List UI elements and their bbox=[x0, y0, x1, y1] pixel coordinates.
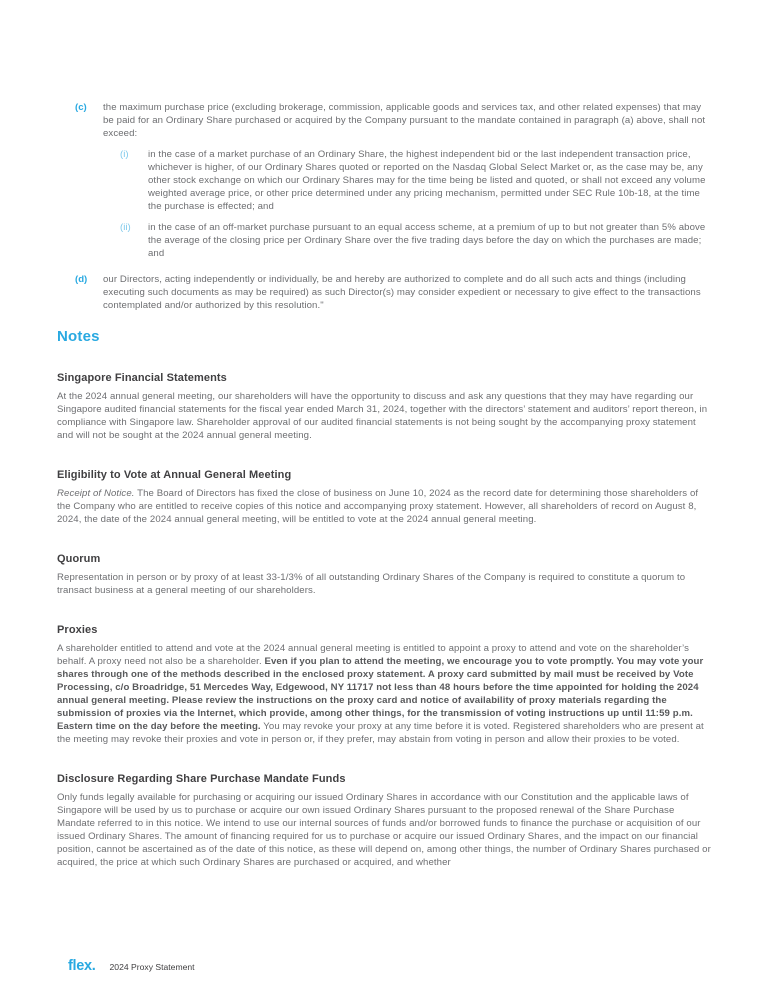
section-disclosure-share-purchase bbox=[57, 772, 711, 869]
list-item-d bbox=[75, 273, 711, 312]
list-item-i bbox=[120, 148, 711, 213]
list-item-d-body bbox=[103, 273, 711, 312]
section-proxies bbox=[57, 623, 711, 746]
section-body-disclosure: Only funds legally available for purchasing or acquiring our issued Ordinary Shares in accordance with our Constitution and the applicable laws of Singapore will be used by us to purchase or acquire our own issued Ordinary Shares pursuant to the proposed renewal of the Share Purchase Mandate referred to in this notice. We intend to use our internal sources of funds and/or borrowed funds to finance the purchase or acquisition of our issued Ordinary Shares. The amount of financing required for us to purchase or acquire our issued Ordinary Shares, and the impact on our financial position, cannot be ascertained as of the date of this notice, as these will depend on, among other things, the number of Ordinary Shares purchased or acquired, the price at which such Ordinary Shares are purchased or acquired, and whether bbox=[57, 792, 711, 868]
list-item-c-label: (c) bbox=[75, 102, 87, 113]
section-body-singapore: At the 2024 annual general meeting, our shareholders will have the opportunity to discuss and ask any questions that they may have regarding our Singapore audited financial statements for the fiscal year ended March 31, 2024, together with the directors’ statement and auditors’ report thereon, in compliance with Singapore law. Shareholder approval of our audited financial statements is not being sought by the accompanying proxy statement and will not be sought at the 2024 annual general meeting. bbox=[57, 391, 708, 441]
section-body-quorum: Representation in person or by proxy of at least 33-1/3% of all outstanding Ordinary Shares of the Company is required to constitute a quorum to transact business at a general meeting of our shareholders. bbox=[57, 572, 686, 596]
list-item-ii-label: (ii) bbox=[120, 222, 131, 233]
footer-document-title: 2024 Proxy Statement bbox=[109, 962, 195, 972]
flex-logo: flex. bbox=[68, 958, 96, 974]
section-body-proxies bbox=[57, 642, 711, 746]
section-heading-disclosure: Disclosure Regarding Share Purchase Mandate Funds bbox=[57, 773, 346, 785]
resolution-list bbox=[57, 101, 711, 312]
list-item-ii-text: in the case of an off-market purchase pursuant to an equal access scheme, at a premium of up to but not greater than 5% above the average of the closing price per Ordinary Share over the five trading days before the day on which the purchases are made; and bbox=[148, 222, 706, 259]
section-quorum bbox=[57, 552, 711, 597]
eligibility-body-text: The Board of Directors has fixed the close of business on June 10, 2024 as the record date for determining those shareholders of the Company who are entitled to receive copies of this notice and accompanying proxy statement. However, all shareholders of record on August 8, 2024, the date of the 2024 annual general meeting, will be entitled to vote at the 2024 annual general meeting. bbox=[57, 488, 699, 525]
list-item-ii bbox=[120, 221, 711, 260]
section-heading-quorum: Quorum bbox=[57, 553, 101, 565]
proxies-body-normal-2: You may revoke your proxy at any time before it is voted. Registered shareholders who are present at the meeting may revoke their proxies and vote in person or, if they prefer, may abstain from voting in person and allow their proxies to be voted. bbox=[57, 721, 704, 745]
section-heading-eligibility: Eligibility to Vote at Annual General Meeting bbox=[57, 469, 292, 481]
section-heading-proxies: Proxies bbox=[57, 624, 98, 636]
list-item-c-text: the maximum purchase price (excluding brokerage, commission, applicable goods and services tax, and other related expenses) that may be paid for an Ordinary Share purchased or acquired by the Company pursuant to the mandate contained in paragraph (a) above, shall not exceed: bbox=[103, 102, 706, 139]
notes-title: Notes bbox=[57, 328, 100, 345]
page-footer bbox=[68, 958, 195, 974]
section-singapore-financial-statements bbox=[57, 371, 711, 442]
list-item-i-text: in the case of a market purchase of an Ordinary Share, the highest independent bid or the last independent transaction price, whichever is higher, of our Ordinary Shares quoted or reported on the Nasdaq Global Select Market or, as the case may be, any other stock exchange on which our Ordinary Shares may for the time being be listed and quoted, or shall not exceed any volume weighted average price, or other price determined under any pricing mechanism, permitted under SEC Rule 10b-18, at the time the purchase is effected; and bbox=[148, 149, 706, 212]
proxies-body-bold: Even if you plan to attend the meeting, we encourage you to vote promptly. You may vote your shares through one of the methods described in the enclosed proxy statement. A proxy card submitted by mail must be received by Vote Processing, c/o Broadridge, 51 Mercedes Way, Edgewood, NY 11717 not less than 48 hours before the time appointed for holding the 2024 annual general meeting. Please review the instructions on the proxy card and notice of availability of proxy materials regarding the submission of proxies via the Internet, which provide, among other things, for the transmission of voting instructions up until 11:59 p.m. Eastern time on the day before the meeting. bbox=[57, 656, 704, 732]
list-item-d-text: our Directors, acting independently or individually, be and hereby are authorized to complete and do all such acts and things (including executing such documents as may be required) as such Director(s) may consider expedient or necessary to give effect to the transactions contemplated and/or authorized by this resolution." bbox=[103, 274, 701, 311]
section-heading-singapore: Singapore Financial Statements bbox=[57, 372, 227, 384]
list-item-i-label: (i) bbox=[120, 149, 129, 160]
proxies-body-normal-1: A shareholder entitled to attend and vote at the 2024 annual general meeting is entitled to appoint a proxy to attend and vote on the shareholder’s behalf. A proxy need not also be a shareholder. bbox=[57, 643, 689, 667]
list-item-c bbox=[75, 101, 711, 260]
section-body-eligibility bbox=[57, 487, 711, 526]
section-eligibility-to-vote bbox=[57, 468, 711, 526]
list-item-d-label: (d) bbox=[75, 274, 88, 285]
receipt-of-notice-lead: Receipt of Notice. bbox=[57, 488, 135, 499]
list-item-c-body bbox=[103, 101, 711, 260]
